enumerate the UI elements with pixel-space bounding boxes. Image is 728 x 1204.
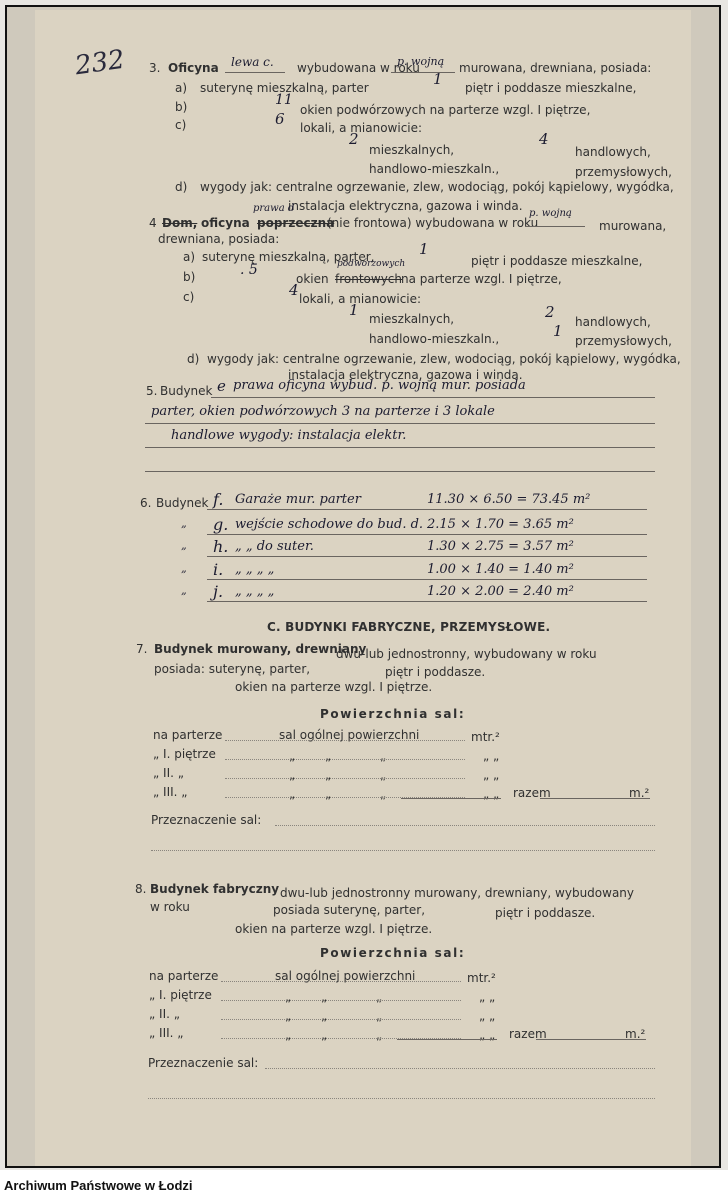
s7-purpose: Przeznaczenie sal: (151, 813, 262, 827)
s6-number: 6. (140, 496, 152, 510)
s5-hw-line3: handlowe wygody: instalacja elektr. (171, 428, 407, 443)
scan-frame (5, 5, 721, 1168)
s7-ditto: „ (325, 768, 332, 782)
s8-ditto-pair: „ „ (479, 990, 496, 1004)
s3-line-side (225, 72, 285, 73)
s7-heading: Budynek murowany, drewniany (154, 642, 367, 656)
s3-a-label: a) (175, 81, 188, 95)
s4-b-text2: na parterze wzgl. I piętrze, (401, 272, 562, 286)
s6-row-rule (207, 556, 647, 557)
s3-c-label: c) (175, 118, 187, 132)
s7-line2b: piętr i poddasze. (385, 665, 486, 679)
s3-mixed: handlowo-mieszkaln., (369, 162, 500, 176)
s6-row-mark: „ (181, 517, 187, 530)
s7-floor-label: „ III. „ (153, 785, 188, 799)
s5-label: Budynek (160, 384, 213, 398)
s3-text1: wybudowana w roku (297, 61, 420, 75)
s6-row-calc: 2.15 × 1.70 = 3.65 m² (427, 517, 574, 532)
s3-line-year (391, 72, 455, 73)
s4-hw-year: p. wojną (529, 208, 572, 219)
s6-row-rule (207, 601, 647, 602)
s3-hw-a: 1 (433, 70, 443, 88)
s8-m2: m.² (625, 1027, 646, 1041)
s8-purpose-line (265, 1068, 655, 1069)
s7-purpose-line (275, 825, 655, 826)
s6-row-calc: 1.30 × 2.75 = 3.57 m² (427, 539, 574, 554)
s4-hw-b: . 5 (240, 262, 258, 278)
s4-text2: murowana, (599, 219, 667, 233)
s7-ditto: „ (289, 749, 296, 763)
s7-ditto: „ (380, 768, 387, 782)
s8-purpose: Przeznaczenie sal: (148, 1056, 259, 1070)
s4-d-label: d) (187, 352, 200, 366)
s3-b-label: b) (175, 100, 188, 114)
s6-row-letter: i. (213, 560, 224, 579)
s4-b-struck: frontowych (335, 272, 403, 286)
s7-ditto: „ (380, 787, 387, 801)
s8-ditto: „ (376, 990, 383, 1004)
s4-text1: (nie frontowa) wybudowana w roku (327, 216, 539, 230)
s4-a-label: a) (183, 250, 196, 264)
s6-row-letter: h. (213, 537, 229, 556)
s7-ditto: „ (289, 787, 296, 801)
s4-c-text: lokali, a mianowicie: (299, 292, 422, 306)
s8-ditto: „ (376, 1009, 383, 1023)
s6-row-letter: g. (213, 515, 229, 534)
s3-d-text1: wygody jak: centralne ogrzewanie, zlew, wodociąg, pokój kąpielowy, wygódka, (200, 180, 674, 194)
s4-hw-c: 4 (289, 281, 299, 299)
s8-purpose-line2 (148, 1098, 655, 1099)
s4-dom-struck: Dom, (162, 216, 198, 230)
s7-line2a: posiada: suterynę, parter, (154, 662, 311, 676)
s3-hw-res: 2 (349, 130, 359, 148)
s6-row-desc: Garaże mur. parter (235, 492, 361, 507)
s3-hw-shop: 4 (539, 130, 549, 148)
s5-rule2 (145, 423, 655, 424)
s7-line3: okien na parterze wzgl. I piętrze. (235, 680, 433, 694)
document-page (35, 10, 691, 1168)
s7-dotted-rule (225, 778, 465, 779)
s8-ditto: „ (321, 1009, 328, 1023)
s7-floor-label: na parterze (153, 728, 223, 742)
s8-ditto: „ (285, 1028, 292, 1042)
s7-floor-label: „ II. „ (153, 766, 184, 780)
s5-rule1 (211, 397, 655, 398)
s6-row-mark: „ (181, 539, 187, 552)
s8-ditto-pair: „ „ (479, 1009, 496, 1023)
s7-col-text: sal ogólnej powierzchni (279, 728, 420, 742)
s6-row-desc: „ „ do suter. (235, 539, 314, 554)
s8-sum-line (397, 1039, 497, 1040)
s6-row-calc: 1.20 × 2.00 = 2.40 m² (427, 584, 574, 599)
s8-floor-label: na parterze (149, 969, 219, 983)
s6-row-desc: wejście schodowe do bud. d. (235, 517, 424, 532)
s6-row-rule (207, 509, 647, 510)
s3-residential: mieszkalnych, (369, 143, 455, 157)
s3-heading: Oficyna (168, 61, 219, 75)
s3-d-text2: instalacja elektryczna, gazowa i winda. (288, 199, 523, 213)
s3-number: 3. (149, 61, 161, 75)
s3-hw-year: p. wojną (397, 55, 445, 68)
s3-text2: murowana, drewniana, posiada: (459, 61, 652, 75)
s4-hw-side: prawa d (253, 203, 295, 214)
s4-number: 4 (149, 216, 157, 230)
s7-purpose-line2 (151, 850, 655, 851)
s4-hw-shop: 2 (545, 303, 555, 321)
s6-row-letter: j. (213, 582, 224, 601)
s8-line2a: w roku (150, 900, 190, 914)
s7-sum-line (401, 798, 501, 799)
s8-ditto: „ (376, 1028, 383, 1042)
s4-oficyna: oficyna (201, 216, 250, 230)
s4-b-text1: okien (296, 272, 329, 286)
s4-hw-a: 1 (419, 240, 429, 258)
s3-hw-c: 6 (275, 110, 285, 128)
s8-ditto: „ (285, 1009, 292, 1023)
s8-line3: okien na parterze wzgl. I piętrze. (235, 922, 433, 936)
s4-industrial: przemysłowych, (575, 334, 672, 348)
s6-row-desc: „ „ „ „ (235, 584, 275, 599)
archive-footer (0, 1170, 728, 1204)
s3-d-label: d) (175, 180, 188, 194)
s4-a-text2: piętr i poddasze mieszkalne, (471, 254, 643, 268)
s7-ditto-pair: „ „ (483, 787, 500, 801)
s8-floor-label: „ I. piętrze (149, 988, 212, 1002)
s3-b-text: okien podwórzowych na parterze wzgl. I piętrze, (300, 103, 591, 117)
s7-dotted-rule (225, 740, 465, 741)
s7-ditto-pair: „ „ (483, 768, 500, 782)
s8-line2b: posiada suterynę, parter, (273, 903, 426, 917)
s5-hw-line1: prawa oficyna wybud. p. wojną mur. posiada (233, 378, 526, 393)
s8-dotted-rule (221, 981, 461, 982)
s5-number: 5. (146, 384, 158, 398)
s6-label: Budynek (156, 496, 209, 510)
s7-ditto: „ (325, 749, 332, 763)
s4-b-label: b) (183, 270, 196, 284)
s8-unit: mtr.² (467, 971, 496, 985)
s7-dotted-rule (225, 759, 465, 760)
s3-hw-side: lewa c. (231, 55, 274, 69)
s7-ditto: „ (380, 749, 387, 763)
s6-row-calc: 1.00 × 1.40 = 1.40 m² (427, 562, 574, 577)
s8-text1: dwu-lub jednostronny murowany, drewniany, wybudowany (280, 886, 635, 900)
s3-c-text: lokali, a mianowicie: (300, 121, 423, 135)
s4-d-text2: instalacja elektryczna, gazowa i winda. (288, 368, 523, 382)
s8-heading: Budynek fabryczny (150, 882, 280, 896)
s3-a-text1: suterynę mieszkalną, parter (200, 81, 369, 95)
s8-line2c: piętr i poddasze. (495, 906, 596, 920)
s4-line2: drewniana, posiada: (158, 232, 280, 246)
s5-hw-letter: e (217, 377, 226, 395)
s5-rule4 (145, 471, 655, 472)
s7-ditto-pair: „ „ (483, 749, 500, 763)
s6-row-rule (207, 534, 647, 535)
s6-row-letter: f. (213, 490, 224, 509)
s8-ditto: „ (321, 1028, 328, 1042)
archive-name: Archiwum Państwowe w Łodzi (4, 1178, 193, 1193)
s8-col-text: sal ogólnej powierzchni (275, 969, 416, 983)
s8-dotted-rule (221, 1000, 461, 1001)
s8-number: 8. (135, 882, 147, 896)
s6-row-desc: „ „ „ „ (235, 562, 275, 577)
s4-line-year (525, 226, 585, 227)
s5-rule3 (145, 447, 655, 448)
s4-a-text1: suterynę mieszkalną, parter, (202, 250, 375, 264)
s8-area-title: Powierzchnia sal: (320, 946, 466, 960)
s3-hw-b: 11 (275, 92, 293, 108)
section-c-heading: C. BUDYNKI FABRYCZNE, PRZEMYSŁOWE. (267, 620, 551, 634)
s4-residential: mieszkalnych, (369, 312, 455, 326)
s4-hw-res: 1 (349, 301, 359, 319)
s6-row-rule (207, 579, 647, 580)
s7-ditto: „ (289, 768, 296, 782)
s7-area-title: Powierzchnia sal: (320, 707, 466, 721)
s8-ditto-pair: „ „ (479, 1028, 496, 1042)
s4-mixed: handlowo-mieszkaln., (369, 332, 500, 346)
s8-ditto: „ (285, 990, 292, 1004)
s3-a-text2: piętr i poddasze mieszkalne, (465, 81, 637, 95)
s7-m2: m.² (629, 786, 650, 800)
s6-row-mark: „ (181, 562, 187, 575)
s8-floor-label: „ II. „ (149, 1007, 180, 1021)
s7-ditto: „ (325, 787, 332, 801)
s4-poprzeczna-struck: poprzeczna (257, 216, 335, 230)
s4-hw-b-over: podwórzowych (337, 259, 406, 269)
s3-industrial: przemysłowych, (575, 165, 672, 179)
s4-shops: handlowych, (575, 315, 651, 329)
s8-ditto: „ (321, 990, 328, 1004)
s4-hw-ind: 1 (553, 322, 563, 340)
s7-number: 7. (136, 642, 148, 656)
s8-floor-label: „ III. „ (149, 1026, 184, 1040)
s7-floor-label: „ I. piętrze (153, 747, 216, 761)
s7-text1: dwu-lub jednostronny, wybudowany w roku (336, 647, 597, 661)
s4-d-text1: wygody jak: centralne ogrzewanie, zlew, wodociąg, pokój kąpielowy, wygódka, (207, 352, 681, 366)
s8-razem: razem (509, 1027, 547, 1041)
s4-c-label: c) (183, 290, 195, 304)
s6-row-mark: „ (181, 584, 187, 597)
s7-razem: razem (513, 786, 551, 800)
s5-hw-line2: parter, okien podwórzowych 3 na parterze i 3 lokale (151, 404, 495, 419)
s8-dotted-rule (221, 1019, 461, 1020)
s6-row-calc: 11.30 × 6.50 = 73.45 m² (427, 492, 591, 507)
s7-unit: mtr.² (471, 730, 500, 744)
s3-shops: handlowych, (575, 145, 651, 159)
page-number: 232 (73, 44, 127, 82)
